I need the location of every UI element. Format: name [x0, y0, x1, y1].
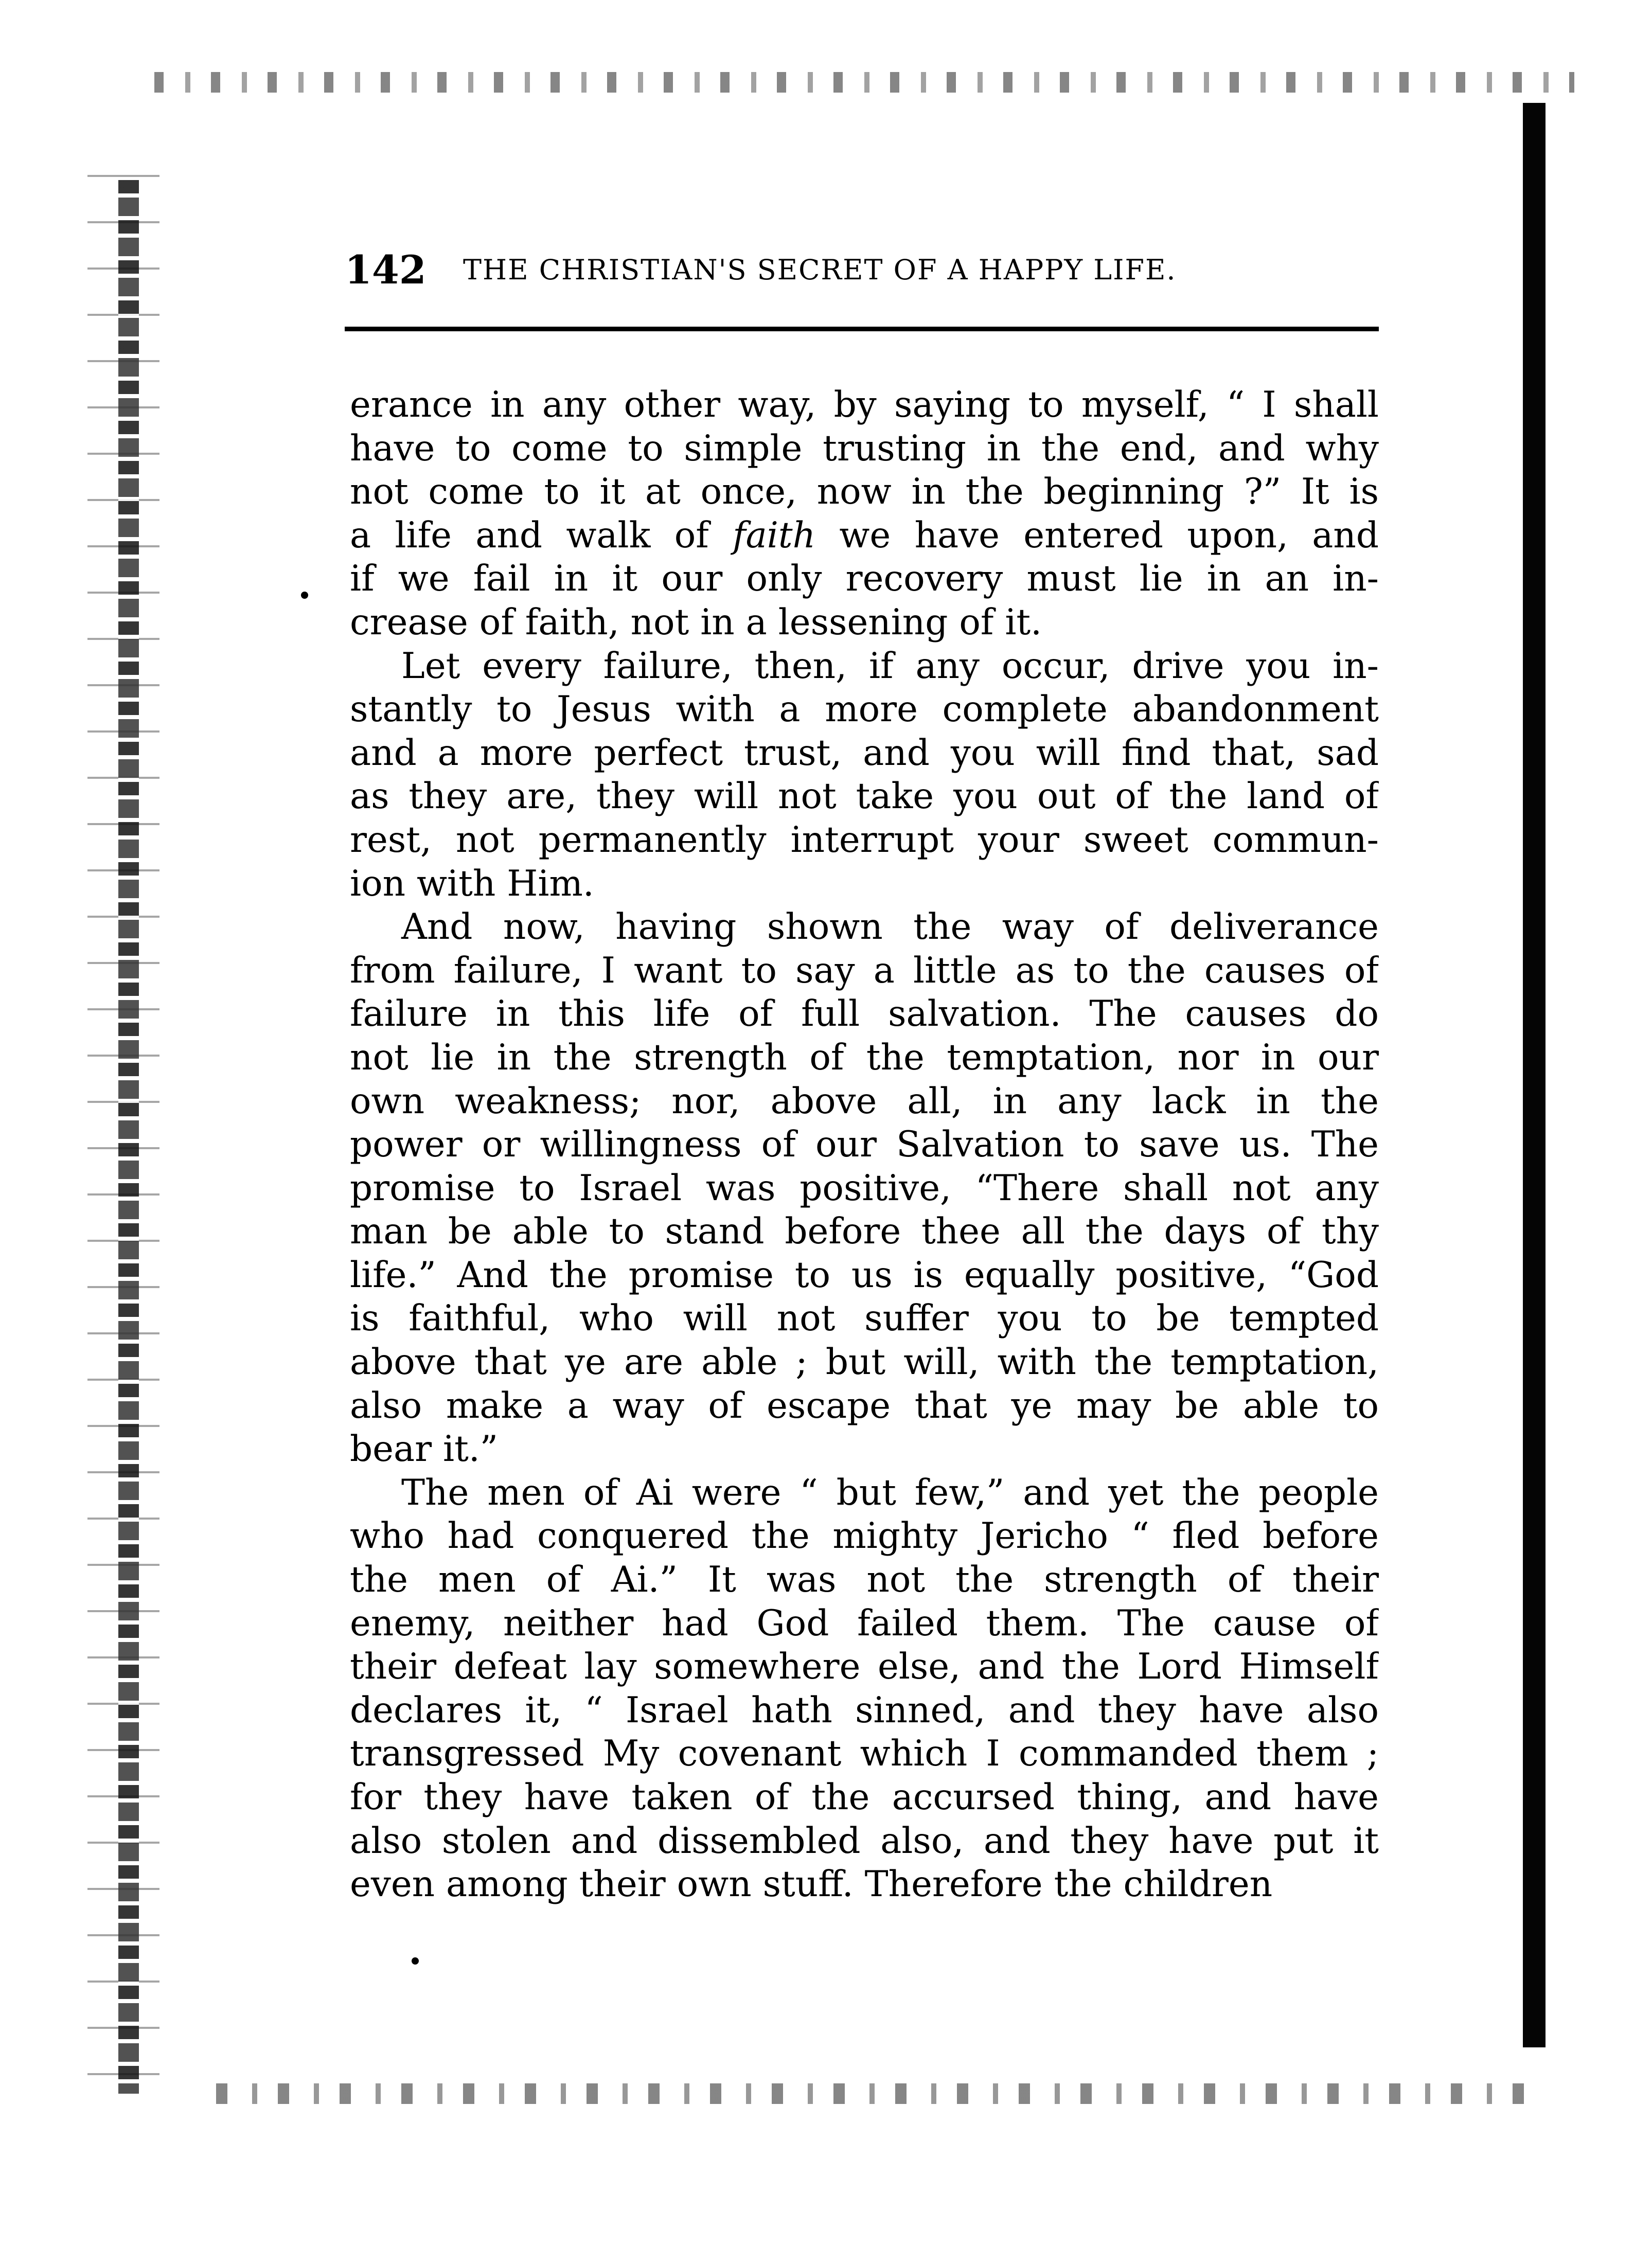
text-line: Let every failure, then, if any occur, drive you in-: [401, 645, 1379, 687]
text-line: declares it, “ Israel hath sinned, and they have also: [350, 1689, 1379, 1731]
text-line: a life and walk of faith we have entered upon, and: [350, 514, 1379, 556]
page-number: 142: [345, 247, 427, 293]
text-line: from failure, I want to say a little as to the causes of: [350, 950, 1379, 991]
text-line: rest, not permanently interrupt your sweet commun-: [350, 819, 1379, 861]
paragraph: [350, 645, 1379, 906]
text-line: crease of faith, not in a lessening of it.: [350, 601, 1042, 643]
text-line: not come to it at once, now in the beginning ?” It is: [350, 471, 1379, 513]
text-line: enemy, neither had God failed them. The cause of: [350, 1602, 1379, 1644]
paragraph: [350, 1471, 1379, 1906]
text-line: as they are, they will not take you out of the land of: [350, 776, 1379, 817]
text-line: bear it.”: [350, 1429, 499, 1470]
text-line: And now, having shown the way of deliverance: [401, 906, 1379, 948]
text-line: for they have taken of the accursed thing, and have: [350, 1777, 1379, 1818]
text-line: The men of Ai were “ but few,” and yet the people: [401, 1472, 1379, 1513]
body-text: [350, 383, 1379, 1906]
text-line: life.” And the promise to us is equally positive, “God: [350, 1254, 1379, 1296]
text-line: above that ye are able ; but will, with the temptation,: [350, 1342, 1379, 1383]
text-line: even among their own stuff. Therefore the children: [350, 1864, 1273, 1905]
text-line: man be able to stand before thee all the days of thy: [350, 1211, 1379, 1253]
scan-speck: [412, 1957, 419, 1965]
text-line: is faithful, who will not suffer you to be tempted: [350, 1298, 1379, 1340]
paragraph: [350, 905, 1379, 1471]
scan-edge-left: [118, 180, 139, 2094]
text-line: also stolen and dissembled also, and they have put it: [350, 1820, 1379, 1862]
text-line: also make a way of escape that ye may be able to: [350, 1385, 1379, 1426]
text-line: and a more perfect trust, and you will find that, sad: [350, 732, 1379, 774]
text-line: transgressed My covenant which I commanded them ;: [350, 1733, 1379, 1775]
text-line: ion with Him.: [350, 863, 594, 904]
paragraph: [350, 383, 1379, 645]
scan-edge-top: [154, 72, 1574, 93]
text-line: their defeat lay somewhere else, and the Lord Himself: [350, 1646, 1379, 1688]
scan-edge-bottom: [216, 2083, 1533, 2104]
text-line: own weakness; nor, above all, in any lack in the: [350, 1080, 1379, 1122]
header-rule: [345, 327, 1379, 331]
emphasis: faith: [733, 514, 816, 556]
scan-speck: [301, 592, 308, 599]
running-head: [329, 242, 1379, 298]
text-line: who had conquered the mighty Jericho “ fled before: [350, 1515, 1379, 1557]
text-line: erance in any other way, by saying to myself, “ I shall: [350, 384, 1379, 425]
text-line: promise to Israel was positive, “There shall not any: [350, 1167, 1379, 1209]
text-line: stantly to Jesus with a more complete abandonment: [350, 689, 1379, 730]
text-line: not lie in the strength of the temptation, nor in our: [350, 1037, 1379, 1078]
text-line: power or willingness of our Salvation to save us. The: [350, 1124, 1379, 1166]
scan-edge-right: [1523, 103, 1546, 2047]
text-line: the men of Ai.” It was not the strength of their: [350, 1559, 1379, 1601]
text-line: have to come to simple trusting in the end, and why: [350, 427, 1379, 469]
running-head-title: THE CHRISTIAN'S SECRET OF A HAPPY LIFE.: [463, 254, 1177, 286]
text-line: if we fail in it our only recovery must lie in an in-: [350, 558, 1379, 600]
text-line: failure in this life of full salvation. The causes do: [350, 993, 1379, 1035]
